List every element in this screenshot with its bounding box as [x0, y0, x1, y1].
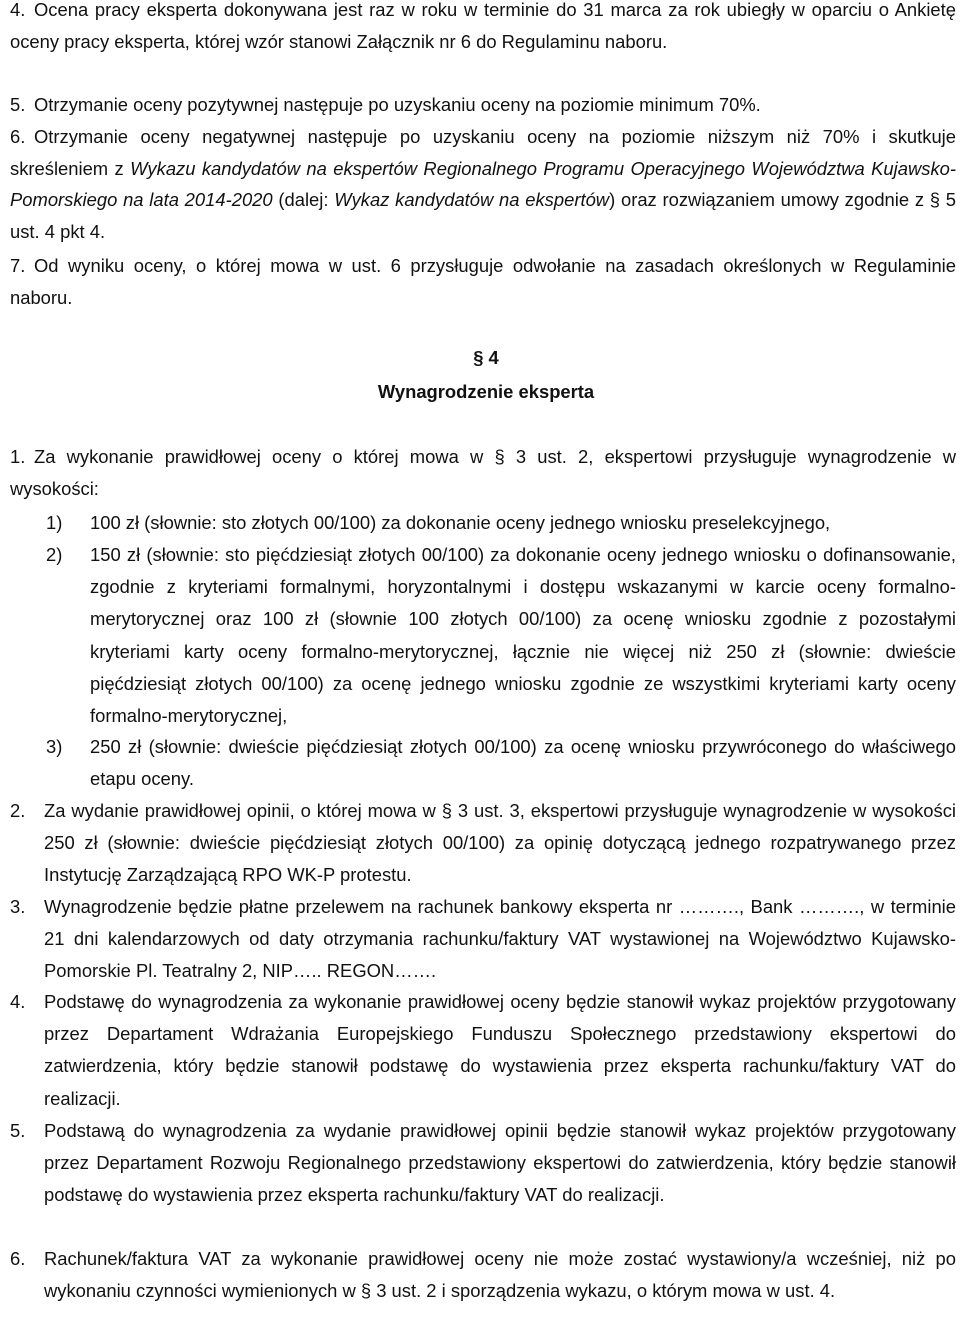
item-number: 2. [10, 800, 26, 821]
sub-item-number: 2) [46, 544, 63, 565]
item-text: Podstawę do wynagrodzenia za wykonanie prawidłowej oceny będzie stanowił wykaz projektów przygotowany przez Departament Wdrażania Europejskiego Funduszu Społecznego przedstawiony ekspertowi do zatwierdzenia, który będzie stanowił podstawę do wystawienia przez eksperta rachunku/faktury VAT do realizacji. [44, 991, 956, 1109]
item-number: 1. [10, 446, 26, 467]
sub-item-3 [46, 731, 956, 795]
paragraph-text: ) oraz rozwiązaniem umowy zgodnie z § 5 ust. 4 pkt 4. [10, 189, 956, 242]
sub-item-text: 150 zł (słownie: sto pięćdziesiąt złotych 00/100) za dokonanie oceny jednego wniosku o dofinansowanie, zgodnie z kryteriami formalnymi, horyzontalnymi i dostępu wskazanymi w karcie oceny formalno-merytorycznej oraz 100 zł (słownie 100 złotych 00/100) za ocenę wniosku zgodnie z pozostałymi kryteriami karty oceny formalno-merytorycznej, łącznie nie więcej niż 250 zł (słownie: dwieście pięćdziesiąt złotych 00/100) za ocenę jednego wniosku zgodnie ze wszystkimi kryteriami karty oceny formalno-merytorycznej, [90, 544, 956, 727]
item-number: 4. [10, 991, 26, 1012]
section-title: Wynagrodzenie eksperta [377, 381, 595, 402]
item-text: Rachunek/faktura VAT za wykonanie prawidłowej oceny nie może zostać wystawiony/a wcześniej, niż po wykonaniu czynności wymienionych w § 3 ust. 2 i sporządzenia wykazu, o którym mowa w ust. 4. [44, 1248, 956, 1302]
section-symbol: § 4 [473, 347, 499, 368]
section-item-1 [10, 441, 956, 504]
paragraph-number: 4. [10, 0, 26, 20]
item-number: 3. [10, 896, 26, 917]
paragraph-7 [10, 250, 956, 313]
sub-item-1 [46, 507, 956, 539]
paragraph-5 [10, 89, 956, 121]
paragraph-number: 5. [10, 94, 26, 115]
item-text: Za wykonanie prawidłowej oceny o której mowa w § 3 ust. 2, ekspertowi przysługuje wynagrodzenie w wysokości: [10, 446, 956, 499]
item-text: Za wydanie prawidłowej opinii, o której mowa w § 3 ust. 3, ekspertowi przysługuje wynagrodzenie w wysokości 250 zł (słownie: dwieście pięćdziesiąt złotych 00/100) za opinię dotyczącą jednego rozpatrywanego przez Instytucję Zarządzającą RPO WK-P protestu. [44, 800, 956, 886]
paragraph-text: Otrzymanie oceny pozytywnej następuje po uzyskaniu oceny na poziomie minimum 70%. [34, 94, 761, 115]
section-item-3 [10, 891, 956, 988]
section-item-6 [10, 1243, 956, 1307]
section-item-5 [10, 1115, 956, 1212]
section-item-4 [10, 986, 956, 1115]
section-item-2 [10, 795, 956, 892]
item-number: 6. [10, 1248, 26, 1269]
paragraph-number: 7. [10, 255, 26, 276]
item-text: Podstawą do wynagrodzenia za wydanie prawidłowej opinii będzie stanowił wykaz projektów przygotowany przez Departament Rozwoju Regionalnego przedstawiony ekspertowi do zatwierdzenia, który będzie stanowił podstawę do wystawienia przez eksperta rachunku/faktury VAT do realizacji. [44, 1120, 956, 1206]
sub-item-number: 1) [46, 512, 63, 533]
paragraph-text: (dalej: [272, 189, 335, 210]
paragraph-text: Od wyniku oceny, o której mowa w ust. 6 przysługuje odwołanie na zasadach określonych w Regulaminie naboru. [10, 255, 956, 308]
sub-item-text: 250 zł (słownie: dwieście pięćdziesiąt złotych 00/100) za ocenę wniosku przywróconego do właściwego etapu oceny. [90, 736, 956, 790]
sub-item-2 [46, 539, 956, 732]
sub-item-text: 100 zł (słownie: sto złotych 00/100) za dokonanie oceny jednego wniosku preselekcyjnego, [90, 512, 831, 533]
item-number: 5. [10, 1120, 26, 1141]
paragraph-italic-text: Wykazu kandydatów na ekspertów Regionalnego Programu Operacyjnego Województwa Kujawsko-Pomorskiego na lata 2014-2020 [10, 157, 956, 210]
sub-item-number: 3) [46, 736, 63, 757]
paragraph-italic-text: Wykaz kandydatów na ekspertów [334, 189, 610, 210]
paragraph-6 [10, 121, 956, 247]
paragraph-text: Otrzymanie oceny negatywnej następuje po uzyskaniu oceny na poziomie niższym niż 70% i skutkuje skreśleniem z [10, 126, 956, 179]
item-text: Wynagrodzenie będzie płatne przelewem na rachunek bankowy eksperta nr ………., Bank ………., w terminie 21 dni kalendarzowych od daty otrzymania rachunku/faktury VAT wystawionej na Województwo Kujawsko-Pomorskie Pl. Teatralny 2, NIP….. REGON……. [44, 896, 956, 982]
paragraph-4 [10, 0, 956, 57]
paragraph-text: Ocena pracy eksperta dokonywana jest raz w roku w terminie do 31 marca za rok ubiegły w oparciu o Ankietę oceny pracy eksperta, której wzór stanowi Załącznik nr 6 do Regulaminu naboru. [10, 0, 956, 52]
paragraph-number: 6. [10, 126, 26, 147]
